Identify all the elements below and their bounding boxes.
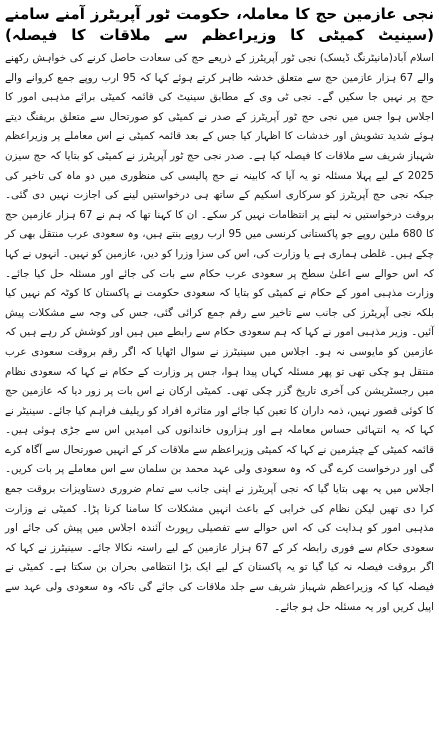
article-headline: نجی عازمین حج کا معاملہ، حکومت ٹور آپریٹرز آمنے سامنے (سینیٹ کمیٹی کا وزیراعظم سے ملاقات کا فیصلہ) (5, 5, 434, 44)
article-body: اسلام آباد(مانیٹرنگ ڈیسک) نجی ٹور آپریٹرز کے ذریعے حج کی سعادت حاصل کرنے کی خواہش رکھنے والے 67 ہزار عازمین حج سے متعلق خدشہ ظاہر کرتے ہوئے کہا کہ 95 ارب روپے جمع کروانے والے حج پر نہیں جا سکیں گے۔ نجی ٹی وی کے مطابق سینیٹ کی قائمہ کمیٹی برائے مذہبی امور کا اجلاس ہوا جس میں نجی حج ٹور آپریٹرز کے صدر نے کمیٹی کو صورتحال سے متعلق بریفنگ دیتے ہوئے شدید تشویش اور خدشات کا اظہار کیا جس کے بعد قائمہ کمیٹی نے اس معاملے پر وزیراعظم شہباز شریف سے ملاقات کا فیصلہ کیا ہے۔ صدر نجی حج ٹور آپریٹرز نے کمیٹی کو بتایا کہ حج سیزن 2025 کے لیے پہلا مسئلہ تو یہ آیا کہ کابینہ نے حج پالیسی کی منظوری میں دو ماہ کی تاخیر کی جبکہ نجی حج آپریٹرز کو سرکاری اسکیم کے ساتھ ہی درخواستیں لینے کی اجازت نہیں دی گئی۔ بروقت درخواستیں نہ لینے پر انتظامات نہیں کر سکے۔ ان کا کہنا تھا کہ ہم نے 67 ہزار عازمین حج کا 680 ملین روپے جو پاکستانی کرنسی میں 95 ارب روپے بنتے ہیں، وہ سعودی عرب منتقل بھی کر چکے ہیں۔ غلطی ہماری ہے یا وزارت کی، اس کی سزا وزرا کو دیں، عازمین کو نہیں۔ انہوں نے کہا کہ اس حوالے سے اعلیٰ سطح پر سعودی عرب حکام سے بات کی جائے اور مسئلہ حل کیا جائے۔ وزارت مذہبی امور کے حکام نے کمیٹی کو بتایا کہ سعودی حکومت نے پاکستان کا کوٹہ کم نہیں کیا بلکہ نجی آپریٹرز کی جانب سے تاخیر سے رقم جمع کرائی گئی، جس کی وجہ سے مشکلات پیش آئیں۔ وزیر مذہبی امور نے کہا کہ ہم سعودی حکام سے رابطے میں ہیں اور کوشش کر رہے ہیں کہ عازمین کو مایوسی نہ ہو۔ اجلاس میں سینیٹرز نے سوال اٹھایا کہ اگر رقم بروقت سعودی عرب منتقل ہو چکی تھی تو پھر مسئلہ کہاں پیدا ہوا، جس پر وزارت کے حکام نے کہا کہ سعودی نظام میں رجسٹریشن کی آخری تاریخ گزر چکی تھی۔ کمیٹی ارکان نے اس بات پر زور دیا کہ عازمین حج کا کوئی قصور نہیں، ذمہ داران کا تعین کیا جائے اور متاثرہ افراد کو ریلیف فراہم کیا جائے۔ سینیٹر نے کہا کہ یہ انتہائی حساس معاملہ ہے اور ہزاروں خاندانوں کی امیدیں اس سے جڑی ہوئی ہیں۔ قائمہ کمیٹی کے چیئرمین نے کہا کہ کمیٹی وزیراعظم سے ملاقات کر کے انہیں صورتحال سے آگاہ کرے گی اور درخواست کرے گی کہ وہ سعودی ولی عہد محمد بن سلمان سے اس معاملے پر بات کریں۔ اجلاس میں یہ بھی بتایا گیا کہ نجی آپریٹرز نے اپنی جانب سے تمام ضروری دستاویزات بروقت جمع کرا دی تھیں لیکن نظام کی خرابی کے باعث انہیں مشکلات کا سامنا کرنا پڑا۔ کمیٹی نے وزارت مذہبی امور کو ہدایت کی کہ اس حوالے سے تفصیلی رپورٹ آئندہ اجلاس میں پیش کی جائے اور سعودی حکام سے فوری رابطہ کر کے 67 ہزار عازمین کے لیے راستہ نکالا جائے۔ سینیٹرز نے کہا کہ اگر بروقت فیصلہ نہ کیا گیا تو یہ پاکستان کے لیے ایک بڑا انتظامی بحران بن سکتا ہے۔ کمیٹی نے فیصلہ کیا کہ وزیراعظم شہباز شریف سے جلد ملاقات کی جائے گی تاکہ وہ سعودی ولی عہد سے اپیل کریں اور یہ مسئلہ حل ہو جائے۔ (5, 52, 435, 613)
